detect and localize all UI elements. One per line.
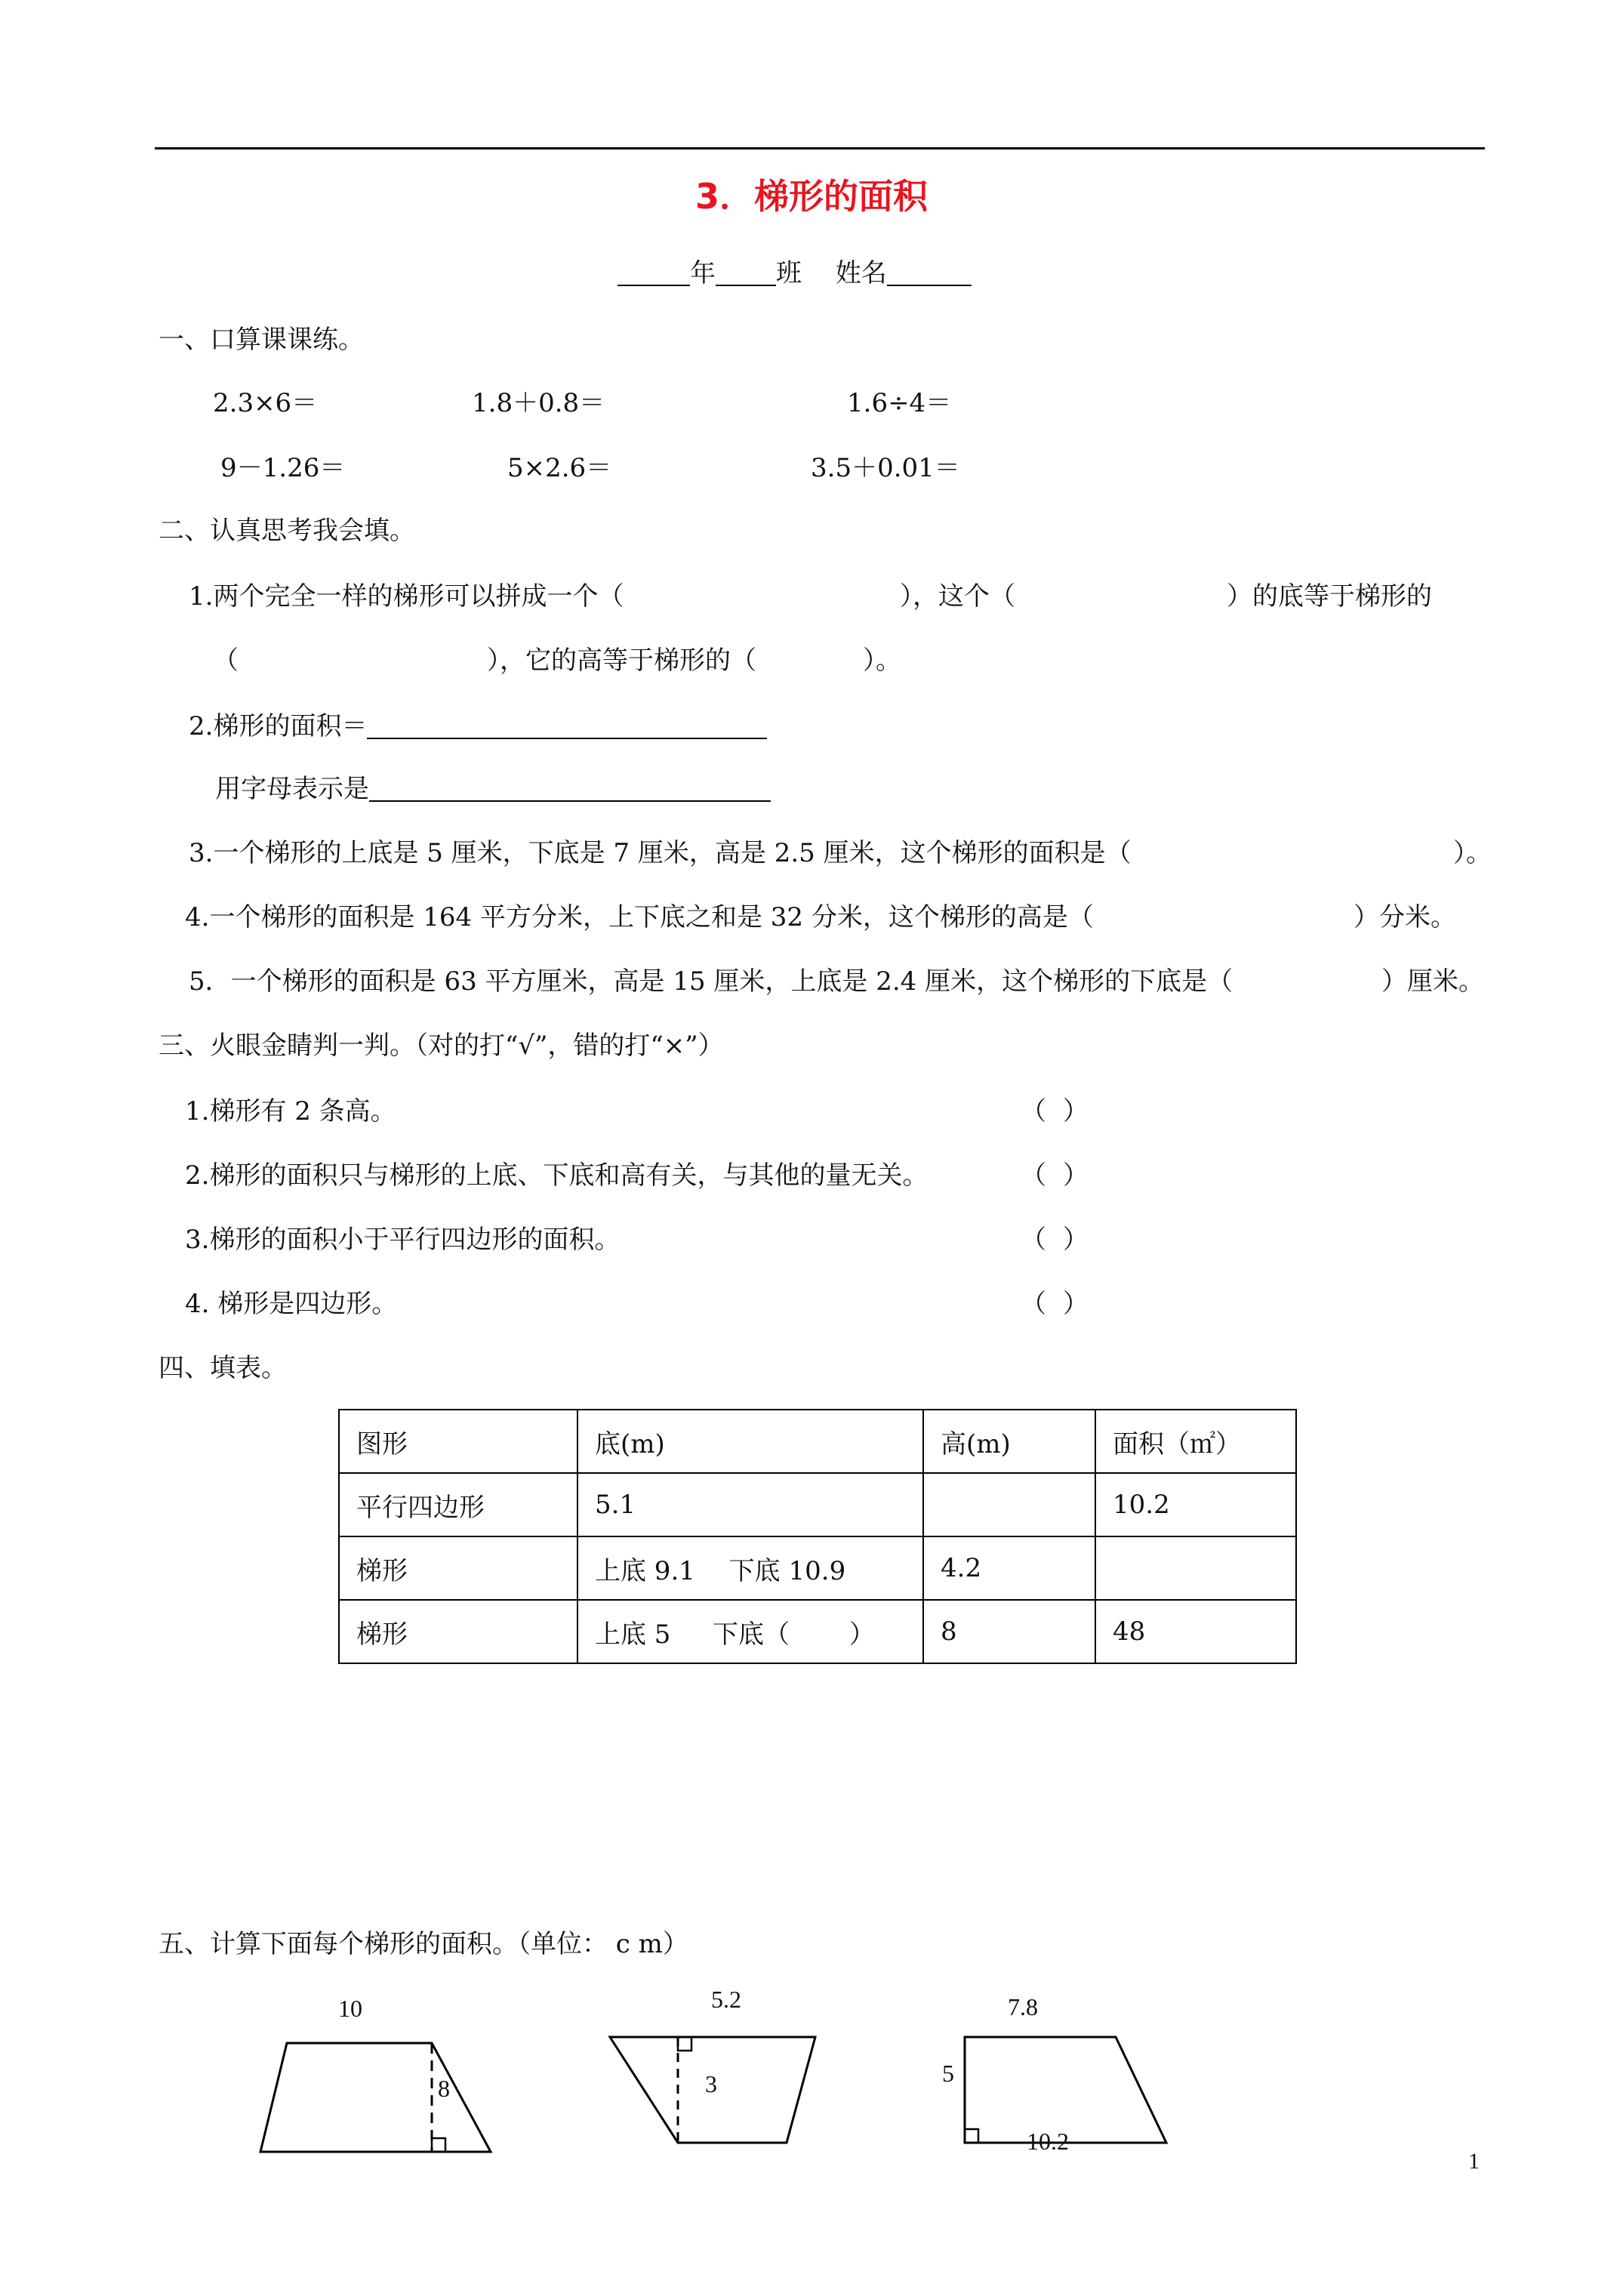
judge-answer-box[interactable]: （ ） [1021,1289,1089,1319]
right-angle-icon [965,2129,978,2143]
q5-text-a: 5．一个梯形的面积是 63 平方厘米，高是 15 厘米，上底是 2.4 厘米，这个梯形的下底是（ [189,966,1233,997]
q1-text-b: ），这个（ [900,581,1015,612]
right-angle-icon [678,2037,691,2051]
table-cell: 上底 9.1 下底 10.9 [577,1536,923,1600]
calc-item: 5×2.6＝ [507,453,612,483]
table-cell: 平行四边形 [339,1473,577,1536]
fig2-height-label: 3 [705,2070,717,2097]
fig2-top-label: 5.2 [711,1986,741,2013]
q1-text-f: ）。 [863,646,901,676]
table-cell: 4.2 [923,1536,1095,1600]
q1-text-e: ），它的高等于梯形的（ [487,646,756,676]
judge-item: 4. 梯形是四边形。 [185,1289,398,1319]
q3-text-a: 3.一个梯形的上底是 5 厘米，下底是 7 厘米，高是 2.5 厘米，这个梯形的面积是（ [189,838,1132,868]
table-cell: 梯形 [339,1536,577,1600]
table-cell: 5.1 [577,1473,923,1536]
q1-text-d: （ [213,646,239,676]
trapezoid-figure-1 [260,2043,491,2152]
judge-item: 3.梯形的面积小于平行四边形的面积。 [185,1225,621,1255]
q5-text-b: ）厘米。 [1381,966,1484,997]
table-cell: 梯形 [339,1600,577,1663]
judge-answer-box[interactable]: （ ） [1021,1160,1089,1191]
page-title: 3．梯形的面积 [694,176,928,217]
section-4-heading: 四、填表。 [159,1353,287,1383]
fig1-height-label: 8 [438,2075,450,2102]
judge-item: 1.梯形有 2 条高。 [185,1096,396,1126]
trapezoid-figure-3 [965,2037,1166,2143]
table-cell: 上底 5 下底（ ） [577,1600,923,1663]
section-1-heading: 一、口算课课练。 [159,325,364,355]
trapezoid-1-outline [260,2043,491,2152]
right-angle-icon [432,2138,445,2152]
table-header-cell: 底(m) [577,1410,923,1473]
q3-text-b: ）。 [1453,838,1492,868]
table-cell: 48 [1095,1600,1296,1663]
section-3-heading: 三、火眼金睛判一判。（对的打“√”，错的打“×”） [159,1031,724,1061]
table-header-cell: 面积（㎡） [1095,1410,1296,1473]
section-2-heading: 二、认真思考我会填。 [159,516,415,546]
q2-letters: 用字母表示是 [215,774,771,804]
q4-text-a: 4.一个梯形的面积是 164 平方分米，上下底之和是 32 分米，这个梯形的高是（ [185,902,1094,932]
q1-text-a: 1.两个完全一样的梯形可以拼成一个（ [189,581,624,612]
calc-item: 9－1.26＝ [220,453,346,483]
judge-item: 2.梯形的面积只与梯形的上底、下底和高有关，与其他的量无关。 [185,1160,929,1191]
fig3-top-label: 7.8 [1008,1993,1038,2020]
calc-item: 1.6÷4＝ [847,388,952,418]
fig3-left-label: 5 [942,2060,954,2087]
fig3-bottom-label: 10.2 [1027,2128,1069,2155]
trapezoid-3-outline [965,2037,1166,2143]
calc-item: 2.3×6＝ [213,388,318,418]
page-number: 1 [1468,2149,1480,2174]
calc-item: 3.5＋0.01＝ [811,453,960,483]
q4-text-b: ）分米。 [1354,902,1456,932]
section-5-heading: 五、计算下面每个梯形的面积。（单位： c m） [159,1929,688,1959]
q2-formula: 2.梯形的面积＝ [189,711,767,741]
table-header-cell: 高(m) [923,1410,1095,1473]
judge-answer-box[interactable]: （ ） [1021,1225,1089,1255]
q1-text-c: ）的底等于梯形的 [1227,581,1432,612]
student-info-line: 年 班 姓名 [617,258,972,288]
table-cell: 10.2 [1095,1473,1296,1536]
fig1-top-label: 10 [338,1995,362,2022]
judge-answer-box[interactable]: （ ） [1021,1096,1089,1126]
calc-item: 1.8＋0.8＝ [472,388,605,418]
table-header-cell: 图形 [339,1410,577,1473]
table-cell: 8 [923,1600,1095,1663]
